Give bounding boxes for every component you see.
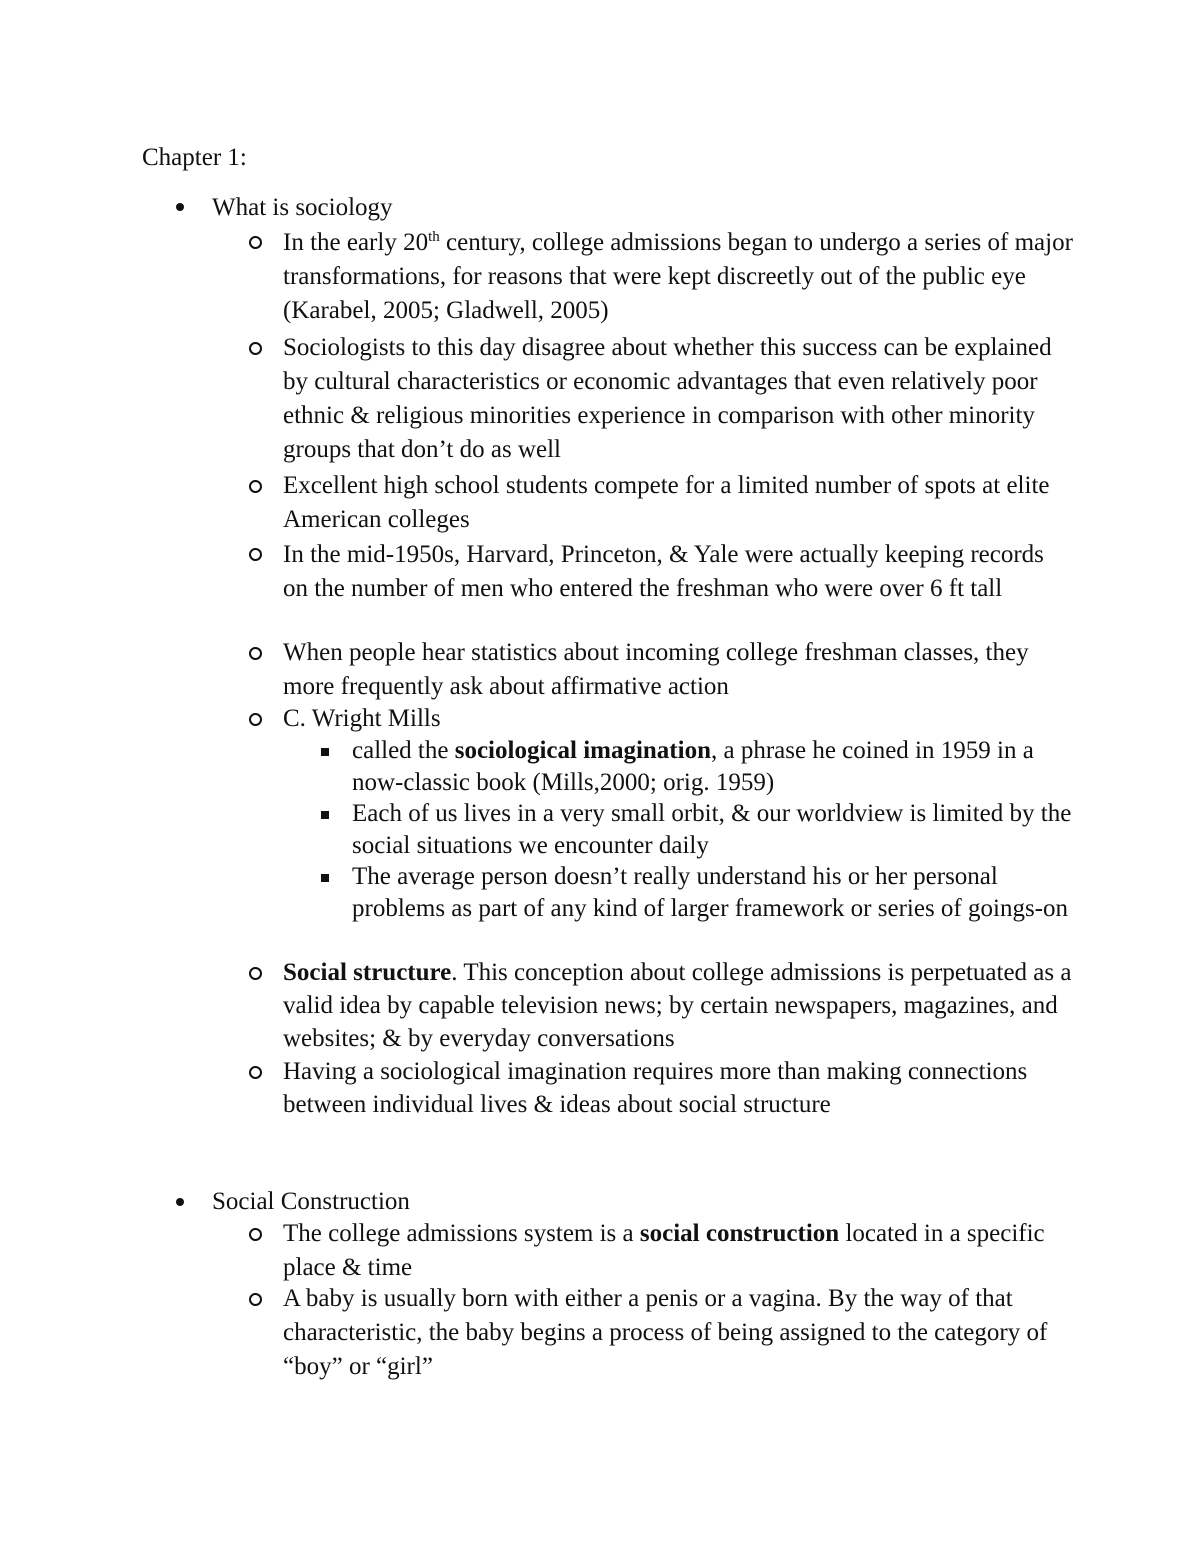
bullet-circle-icon [249,647,262,660]
list-item: Sociologists to this day disagree about whether this success can be explained by cultural characteristics or economic advantages that even relatively poor ethnic & religious minorities experience in comparison with other minority groups that don’t do as well [283,334,1052,463]
list-item: Excellent high school students compete for a limited number of spots at elite American colleges [283,472,1050,533]
list-item: A baby is usually born with either a penis or a vagina. By the way of that characteristic, the baby begins a process of being assigned to the category of “boy” or “girl” [283,1285,1048,1380]
sub-list-item: The average person doesn’t really understand his or her personal problems as part of any kind of larger framework or series of goings-on [352,863,1069,922]
list-item: In the early 20th century, college admissions began to undergo a series of major transformations, for reasons that were kept discreetly out of the public eye (Karabel, 2005; Gladwell, 2005) [283,229,1073,324]
bullet-square-icon [321,874,329,882]
bullet-circle-icon [249,713,262,726]
list-item: The college admissions system is a social construction located in a specific place & time [283,1220,1045,1281]
bullet-circle-icon [249,1293,262,1306]
section-title: What is sociology [212,194,393,221]
bullet-circle-icon [249,480,262,493]
chapter-heading: Chapter 1: [142,144,247,171]
bullet-circle-icon [249,1066,262,1079]
sub-list-item: Each of us lives in a very small orbit, & our worldview is limited by the social situations we encounter daily [352,800,1072,859]
bullet-disc-icon [176,1198,184,1206]
bullet-circle-icon [249,967,262,980]
list-item: Having a sociological imagination requires more than making connections between individual lives & ideas about social structure [283,1058,1028,1118]
section-title: Social Construction [212,1188,410,1215]
bullet-circle-icon [249,342,262,355]
bullet-square-icon [321,811,329,819]
list-item: Social structure. This conception about college admissions is perpetuated as a valid idea by capable television news; by certain newspapers, magazines, and websites; & by everyday conversations [283,959,1072,1052]
list-item: In the mid-1950s, Harvard, Princeton, & Yale were actually keeping records on the number of men who entered the freshman who were over 6 ft tall [283,541,1044,602]
bullet-circle-icon [249,1228,262,1241]
list-item: When people hear statistics about incoming college freshman classes, they more frequently ask about affirmative action [283,639,1029,700]
bullet-circle-icon [249,236,262,249]
sub-list-item: called the sociological imagination, a phrase he coined in 1959 in a now-classic book (Mills,2000; orig. 1959) [352,737,1034,796]
bullet-square-icon [321,748,329,756]
list-item: C. Wright Mills [283,705,441,732]
bullet-disc-icon [176,203,184,211]
bullet-circle-icon [249,548,262,561]
